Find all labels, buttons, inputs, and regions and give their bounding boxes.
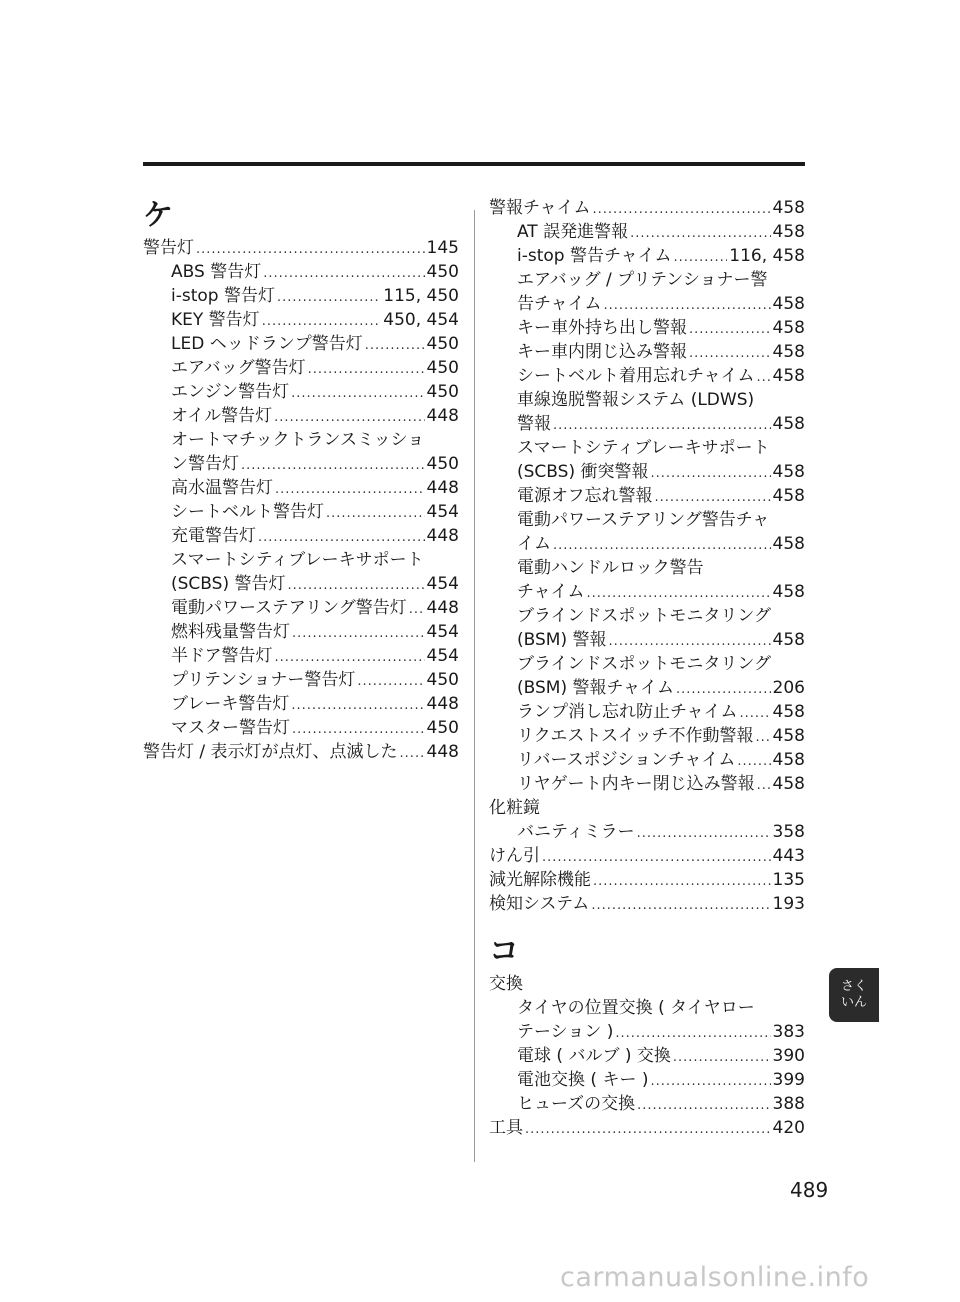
- index-entry: [143, 644, 459, 668]
- entry-page: 450: [426, 358, 459, 378]
- entry-label: 告チャイム: [517, 294, 602, 314]
- entry-label: エンジン警告灯: [171, 382, 290, 402]
- entry-label: i-stop 警告チャイム: [517, 246, 672, 266]
- entry-label: 警報チャイム: [489, 198, 591, 218]
- side-tab-line2: いん: [840, 995, 867, 1010]
- entry-leader-dots: [757, 366, 771, 388]
- entry-leader-dots: [275, 478, 425, 500]
- entry-leader-dots: [262, 310, 382, 332]
- index-entry: [489, 628, 805, 652]
- entry-page: 448: [426, 598, 459, 618]
- right-column: [489, 196, 805, 1140]
- index-entry: [489, 772, 805, 796]
- index-entry: [143, 476, 459, 500]
- entry-page: 458: [772, 582, 805, 602]
- index-entry: [489, 652, 805, 676]
- index-entry: [489, 676, 805, 700]
- entry-leader-dots: [689, 318, 771, 340]
- index-entry: [143, 428, 459, 452]
- index-entry: [143, 500, 459, 524]
- entry-label: リヤゲート内キー閉じ込み警報: [517, 774, 755, 794]
- entry-page: 448: [426, 742, 459, 762]
- entry-page: 420: [772, 1118, 805, 1138]
- entry-page: 450, 454: [383, 310, 459, 330]
- entry-label: スマートシティブレーキサポート: [517, 438, 770, 458]
- index-entry: [143, 692, 459, 716]
- index-entry: [489, 508, 805, 532]
- entry-label: LED ヘッドランプ警告灯: [171, 334, 363, 354]
- index-entry: [143, 404, 459, 428]
- index-entry: [489, 892, 805, 916]
- entry-leader-dots: [553, 534, 771, 556]
- entry-page: 450: [426, 454, 459, 474]
- entry-label: リクエストスイッチ不作動警報: [517, 726, 754, 746]
- section-heading-ke: ケ: [143, 198, 173, 233]
- entry-page: 358: [772, 822, 805, 842]
- entry-label: 交換: [489, 974, 523, 994]
- index-entry: [489, 868, 805, 892]
- entry-leader-dots: [757, 774, 771, 796]
- page-number: 489: [790, 1178, 829, 1202]
- index-entry: [489, 268, 805, 292]
- entry-label: 電源オフ忘れ警報: [517, 486, 653, 506]
- entry-leader-dots: [275, 646, 425, 668]
- entry-label: (SCBS) 警告灯: [171, 574, 286, 594]
- entry-leader-dots: [650, 1070, 770, 1092]
- entry-label: 半ドア警告灯: [171, 646, 273, 666]
- index-entry: [143, 572, 459, 596]
- index-entry: [143, 524, 459, 548]
- entry-leader-dots: [650, 462, 770, 484]
- entry-leader-dots: [587, 582, 771, 604]
- entry-leader-dots: [676, 678, 771, 700]
- entry-page: 450: [426, 382, 459, 402]
- index-entry: [489, 484, 805, 508]
- entry-page: 443: [772, 846, 805, 866]
- index-entry: [489, 700, 805, 724]
- entry-page: 450: [426, 334, 459, 354]
- entry-leader-dots: [689, 342, 771, 364]
- index-entry: [489, 412, 805, 436]
- entry-leader-dots: [196, 238, 425, 260]
- entry-label: シートベルト警告灯: [171, 502, 324, 522]
- index-entry: [143, 716, 459, 740]
- entry-label: 化粧鏡: [489, 798, 540, 818]
- entry-page: 458: [772, 366, 805, 386]
- entry-leader-dots: [258, 526, 425, 548]
- entry-label: キー車内閉じ込み警報: [517, 342, 687, 362]
- index-entry: [489, 316, 805, 340]
- entry-label: 燃料残量警告灯: [171, 622, 290, 642]
- top-rule: [143, 162, 805, 166]
- entry-label: チャイム: [517, 582, 585, 602]
- entry-label: (BSM) 警報チャイム: [517, 678, 674, 698]
- entry-label: タイヤの位置交換 ( タイヤロー: [517, 998, 755, 1018]
- entry-label: 電動ハンドルロック警告: [517, 558, 704, 578]
- entry-page: 458: [772, 462, 805, 482]
- index-entry: [489, 244, 805, 268]
- entry-leader-dots: [655, 486, 771, 508]
- entry-label: スマートシティブレーキサポート: [171, 550, 424, 570]
- entry-page: 390: [772, 1046, 805, 1066]
- index-entry: [489, 724, 805, 748]
- index-entry: [489, 972, 805, 996]
- entry-label: イム: [517, 534, 551, 554]
- entry-page: 206: [772, 678, 805, 698]
- entry-label: 警告灯 / 表示灯が点灯、点滅した: [143, 742, 398, 762]
- right-entry-list-b: [489, 972, 805, 1140]
- entry-label: テーション ): [517, 1022, 614, 1042]
- index-entry: [143, 740, 459, 764]
- index-entry: [489, 844, 805, 868]
- index-entry: [489, 220, 805, 244]
- entry-label: オートマチックトランスミッショ: [171, 430, 425, 450]
- entry-leader-dots: [593, 198, 771, 220]
- index-entry: [489, 292, 805, 316]
- entry-label: 電球 ( バルブ ) 交換: [517, 1046, 671, 1066]
- entry-leader-dots: [400, 742, 425, 764]
- entry-page: 458: [772, 222, 805, 242]
- entry-leader-dots: [274, 406, 424, 428]
- entry-label: ン警告灯: [171, 454, 239, 474]
- index-entry: [143, 308, 459, 332]
- entry-page: 458: [772, 534, 805, 554]
- index-entry: [143, 668, 459, 692]
- index-entry: [143, 260, 459, 284]
- entry-page: 458: [772, 198, 805, 218]
- entry-label: マスター警告灯: [171, 718, 290, 738]
- index-entry: [143, 356, 459, 380]
- entry-leader-dots: [241, 454, 425, 476]
- entry-label: 高水温警告灯: [171, 478, 273, 498]
- entry-leader-dots: [593, 870, 771, 892]
- entry-label: 電動パワーステアリング警告チャ: [517, 510, 770, 530]
- entry-leader-dots: [591, 894, 770, 916]
- index-entry: [143, 332, 459, 356]
- index-entry: [489, 748, 805, 772]
- entry-label: オイル警告灯: [171, 406, 273, 426]
- index-entry: [143, 620, 459, 644]
- entry-leader-dots: [630, 222, 770, 244]
- section-heading-ko: コ: [489, 934, 519, 969]
- entry-leader-dots: [292, 622, 425, 644]
- entry-leader-dots: [615, 1022, 770, 1044]
- index-entry: [489, 1044, 805, 1068]
- entry-page: 388: [772, 1094, 805, 1114]
- index-entry: [489, 604, 805, 628]
- entry-leader-dots: [409, 598, 425, 620]
- index-entry: [489, 460, 805, 484]
- index-entry: [489, 364, 805, 388]
- index-entry: [489, 820, 805, 844]
- entry-label: シートベルト着用忘れチャイム: [517, 366, 755, 386]
- entry-leader-dots: [291, 694, 424, 716]
- column-divider: [474, 210, 475, 1162]
- entry-page: 458: [772, 630, 805, 650]
- entry-page: 193: [772, 894, 805, 914]
- entry-label: プリテンショナー警告灯: [171, 670, 356, 690]
- entry-label: i-stop 警告灯: [171, 286, 275, 306]
- entry-label: けん引: [489, 846, 540, 866]
- entry-label: キー車外持ち出し警報: [517, 318, 687, 338]
- index-entry: [489, 1092, 805, 1116]
- entry-page: 458: [772, 294, 805, 314]
- entry-page: 454: [426, 574, 459, 594]
- entry-page: 454: [426, 502, 459, 522]
- entry-leader-dots: [263, 262, 424, 284]
- entry-leader-dots: [542, 846, 771, 868]
- entry-leader-dots: [287, 574, 424, 596]
- entry-page: 458: [772, 318, 805, 338]
- index-entry: [489, 196, 805, 220]
- entry-page: 454: [426, 622, 459, 642]
- entry-label: ブラインドスポットモニタリング: [517, 654, 771, 674]
- entry-leader-dots: [525, 1118, 771, 1140]
- entry-label: ブラインドスポットモニタリング: [517, 606, 771, 626]
- entry-leader-dots: [737, 750, 770, 772]
- entry-leader-dots: [609, 630, 771, 652]
- index-entry: [489, 1020, 805, 1044]
- index-entry: [143, 548, 459, 572]
- entry-leader-dots: [673, 246, 727, 268]
- entry-label: 電池交換 ( キー ): [517, 1070, 649, 1090]
- entry-label: 工具: [489, 1118, 523, 1138]
- entry-label: (BSM) 警報: [517, 630, 607, 650]
- entry-leader-dots: [637, 822, 771, 844]
- entry-leader-dots: [277, 286, 381, 308]
- index-entry: [489, 436, 805, 460]
- index-entry: [489, 1116, 805, 1140]
- entry-leader-dots: [740, 702, 771, 724]
- entry-page: 458: [772, 750, 805, 770]
- entry-label: (SCBS) 衝突警報: [517, 462, 649, 482]
- index-entry: [143, 236, 459, 260]
- entry-page: 448: [426, 526, 459, 546]
- entry-page: 458: [772, 486, 805, 506]
- entry-leader-dots: [755, 726, 770, 748]
- right-entry-list-a: [489, 196, 805, 916]
- index-entry: [489, 556, 805, 580]
- index-entry: [143, 380, 459, 404]
- left-entry-list: [143, 236, 459, 764]
- entry-label: 警告灯: [143, 238, 194, 258]
- index-entry: [489, 796, 805, 820]
- entry-label: 減光解除機能: [489, 870, 591, 890]
- entry-page: 454: [426, 646, 459, 666]
- entry-label: 警報: [517, 414, 551, 434]
- entry-label: 充電警告灯: [171, 526, 256, 546]
- entry-leader-dots: [326, 502, 425, 524]
- entry-page: 450: [426, 262, 459, 282]
- entry-page: 399: [772, 1070, 805, 1090]
- section-gap: [489, 916, 805, 932]
- entry-page: 448: [426, 478, 459, 498]
- entry-label: バニティミラー: [517, 822, 635, 842]
- entry-label: KEY 警告灯: [171, 310, 260, 330]
- entry-label: エアバッグ / プリテンショナー警: [517, 270, 768, 290]
- entry-page: 135: [772, 870, 805, 890]
- entry-page: 145: [426, 238, 459, 258]
- entry-leader-dots: [365, 334, 425, 356]
- entry-page: 458: [772, 702, 805, 722]
- entry-label: エアバッグ警告灯: [171, 358, 306, 378]
- entry-leader-dots: [308, 358, 425, 380]
- side-tab-line1: さく: [840, 979, 867, 994]
- entry-page: 458: [772, 726, 805, 746]
- entry-page: 458: [772, 774, 805, 794]
- index-entry: [489, 580, 805, 604]
- index-entry: [489, 340, 805, 364]
- entry-label: リバースポジションチャイム: [517, 750, 736, 770]
- entry-page: 450: [426, 718, 459, 738]
- watermark-text: carmanualsonline.info: [560, 1262, 870, 1293]
- entry-leader-dots: [553, 414, 771, 436]
- entry-label: 電動パワーステアリング警告灯: [171, 598, 407, 618]
- entry-label: ブレーキ警告灯: [171, 694, 290, 714]
- left-column: [143, 196, 459, 764]
- index-entry: [143, 596, 459, 620]
- entry-page: 116, 458: [729, 246, 805, 266]
- entry-page: 383: [772, 1022, 805, 1042]
- index-entry: [489, 996, 805, 1020]
- entry-page: 458: [772, 414, 805, 434]
- entry-page: 448: [426, 694, 459, 714]
- entry-page: 115, 450: [383, 286, 459, 306]
- entry-label: 検知システム: [489, 894, 590, 914]
- index-side-tab[interactable]: [829, 968, 879, 1022]
- index-entry: [143, 452, 459, 476]
- entry-leader-dots: [292, 718, 425, 740]
- index-entry: [143, 284, 459, 308]
- entry-label: 車線逸脱警報システム (LDWS): [517, 390, 755, 410]
- entry-page: 450: [426, 670, 459, 690]
- entry-leader-dots: [673, 1046, 771, 1068]
- entry-leader-dots: [604, 294, 771, 316]
- entry-leader-dots: [637, 1094, 770, 1116]
- index-entry: [489, 532, 805, 556]
- entry-page: 448: [426, 406, 459, 426]
- index-entry: [489, 388, 805, 412]
- entry-label: ランプ消し忘れ防止チャイム: [517, 702, 738, 722]
- entry-label: AT 誤発進警報: [517, 222, 629, 242]
- entry-page: 458: [772, 342, 805, 362]
- entry-leader-dots: [291, 382, 424, 404]
- entry-leader-dots: [357, 670, 424, 692]
- entry-label: ヒューズの交換: [517, 1094, 636, 1114]
- index-entry: [489, 1068, 805, 1092]
- entry-label: ABS 警告灯: [171, 262, 262, 282]
